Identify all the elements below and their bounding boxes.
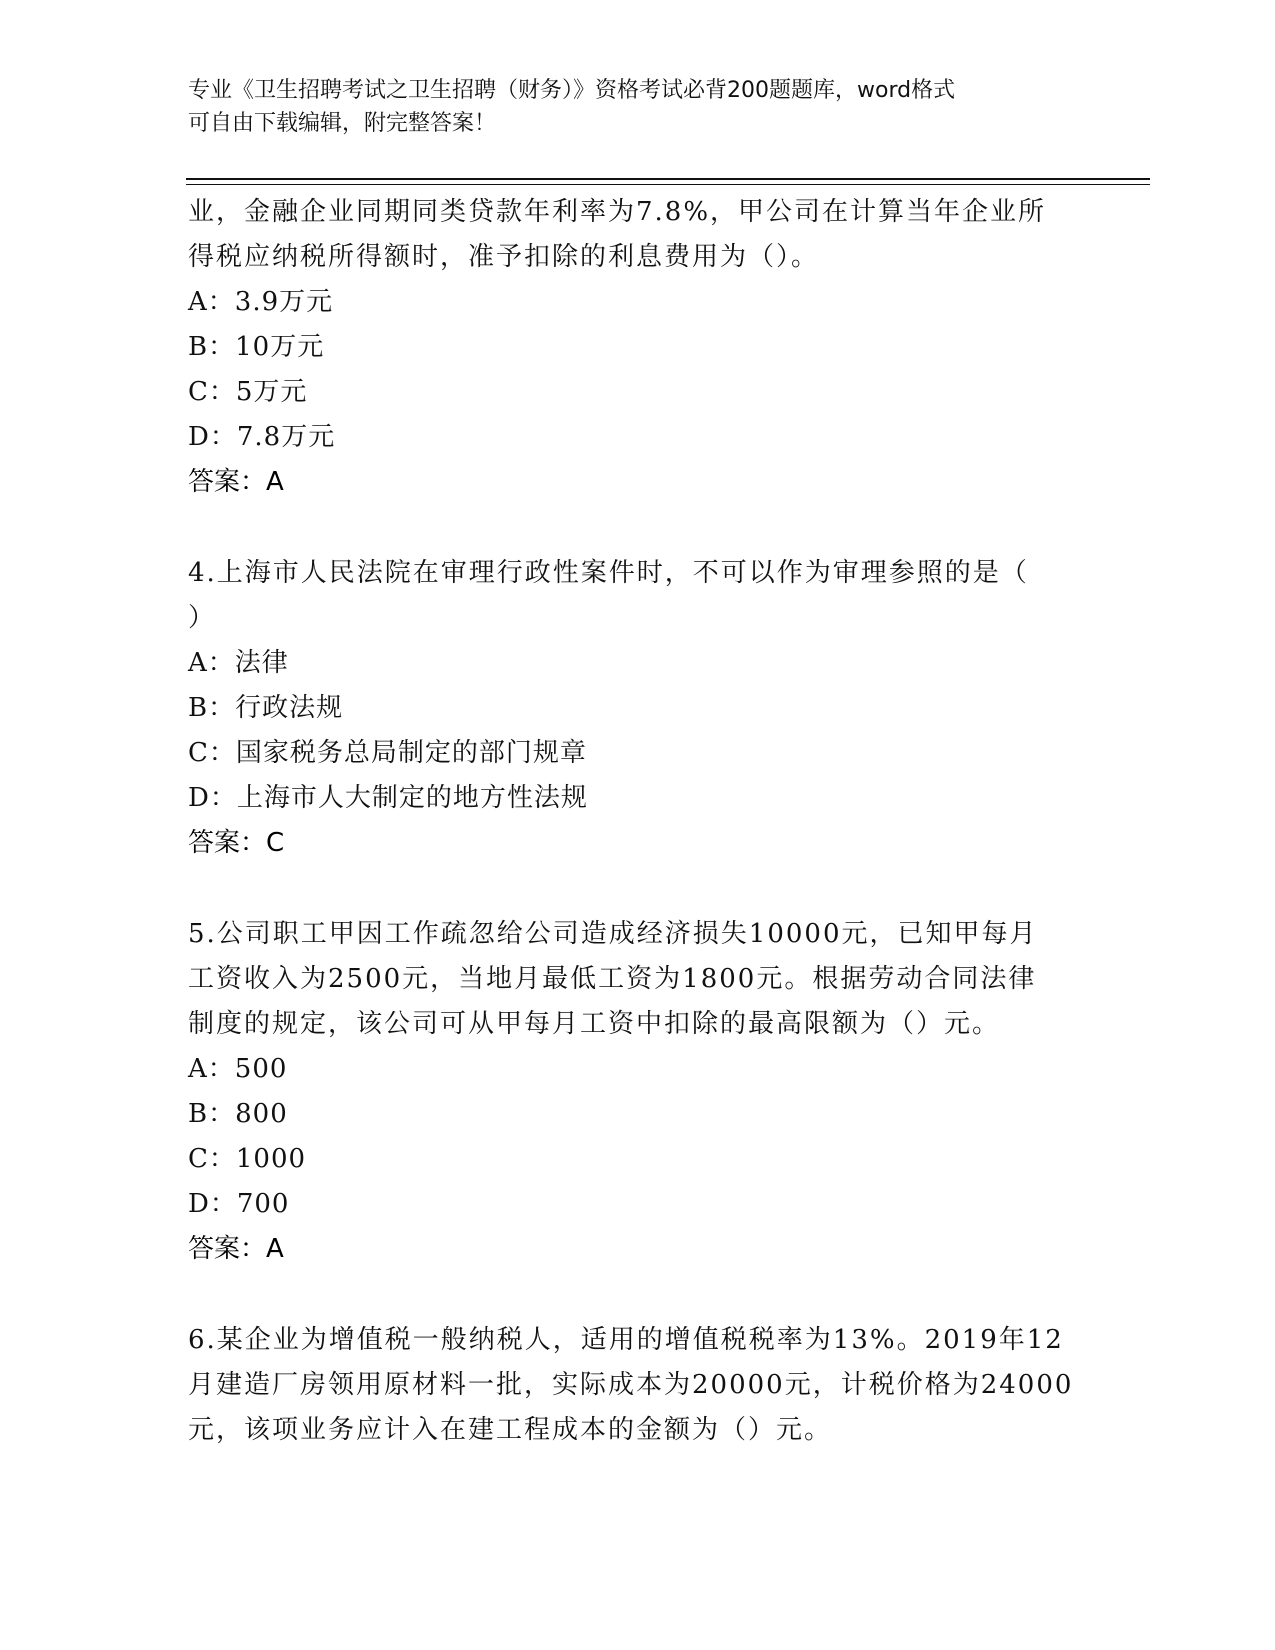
- option-b: B：行政法规: [188, 693, 344, 723]
- question-line: 工资收入为2500元，当地月最低工资为1800元。根据劳动合同法律: [188, 964, 1037, 994]
- option-c: C：1000: [188, 1144, 307, 1174]
- question-line: 得税应纳税所得额时，准予扣除的利息费用为（）。: [188, 242, 820, 272]
- answer: 答案：A: [188, 467, 284, 497]
- option-a: A：法律: [188, 648, 289, 678]
- option-d: D：上海市人大制定的地方性法规: [188, 783, 588, 813]
- header-line-1: 专业《卫生招聘考试之卫生招聘（财务）》资格考试必背200题题库，word格式: [188, 78, 956, 103]
- option-c: C：5万元: [188, 377, 308, 407]
- question-block: [188, 190, 1088, 505]
- question-line: 业，金融企业同期同类贷款年利率为7.8%，甲公司在计算当年企业所: [188, 197, 1047, 227]
- option-b: B：10万元: [188, 332, 325, 362]
- answer: 答案：A: [188, 1234, 284, 1264]
- question-line: 制度的规定，该公司可从甲每月工资中扣除的最高限额为（）元。: [188, 1009, 1001, 1039]
- option-a: A：500: [188, 1054, 288, 1084]
- option-d: D：700: [188, 1189, 290, 1219]
- header-divider-thin: [186, 184, 1150, 185]
- option-d: D：7.8万元: [188, 422, 336, 452]
- question-line: ）: [188, 603, 217, 633]
- question-block: [188, 1318, 1088, 1453]
- answer: 答案：C: [188, 828, 285, 858]
- question-line: 元，该项业务应计入在建工程成本的金额为（）元。: [188, 1415, 833, 1445]
- header-divider-thick: [186, 178, 1150, 180]
- header-line-2: 可自由下载编辑，附完整答案！: [188, 111, 497, 136]
- question-block: [188, 912, 1088, 1272]
- question-block: [188, 551, 1088, 866]
- question-line: 4.上海市人民法院在审理行政性案件时，不可以作为审理参照的是（: [188, 558, 1029, 588]
- option-b: B：800: [188, 1099, 288, 1129]
- question-line: 6.某企业为增值税一般纳税人，适用的增值税税率为13%。2019年12: [188, 1325, 1064, 1355]
- option-a: A：3.9万元: [188, 287, 334, 317]
- document-header: [188, 74, 1088, 140]
- question-list: [188, 190, 1088, 1453]
- question-line: 月建造厂房领用原材料一批，实际成本为20000元，计税价格为24000: [188, 1370, 1074, 1400]
- question-line: 5.公司职工甲因工作疏忽给公司造成经济损失10000元，已知甲每月: [188, 919, 1038, 949]
- option-c: C：国家税务总局制定的部门规章: [188, 738, 587, 768]
